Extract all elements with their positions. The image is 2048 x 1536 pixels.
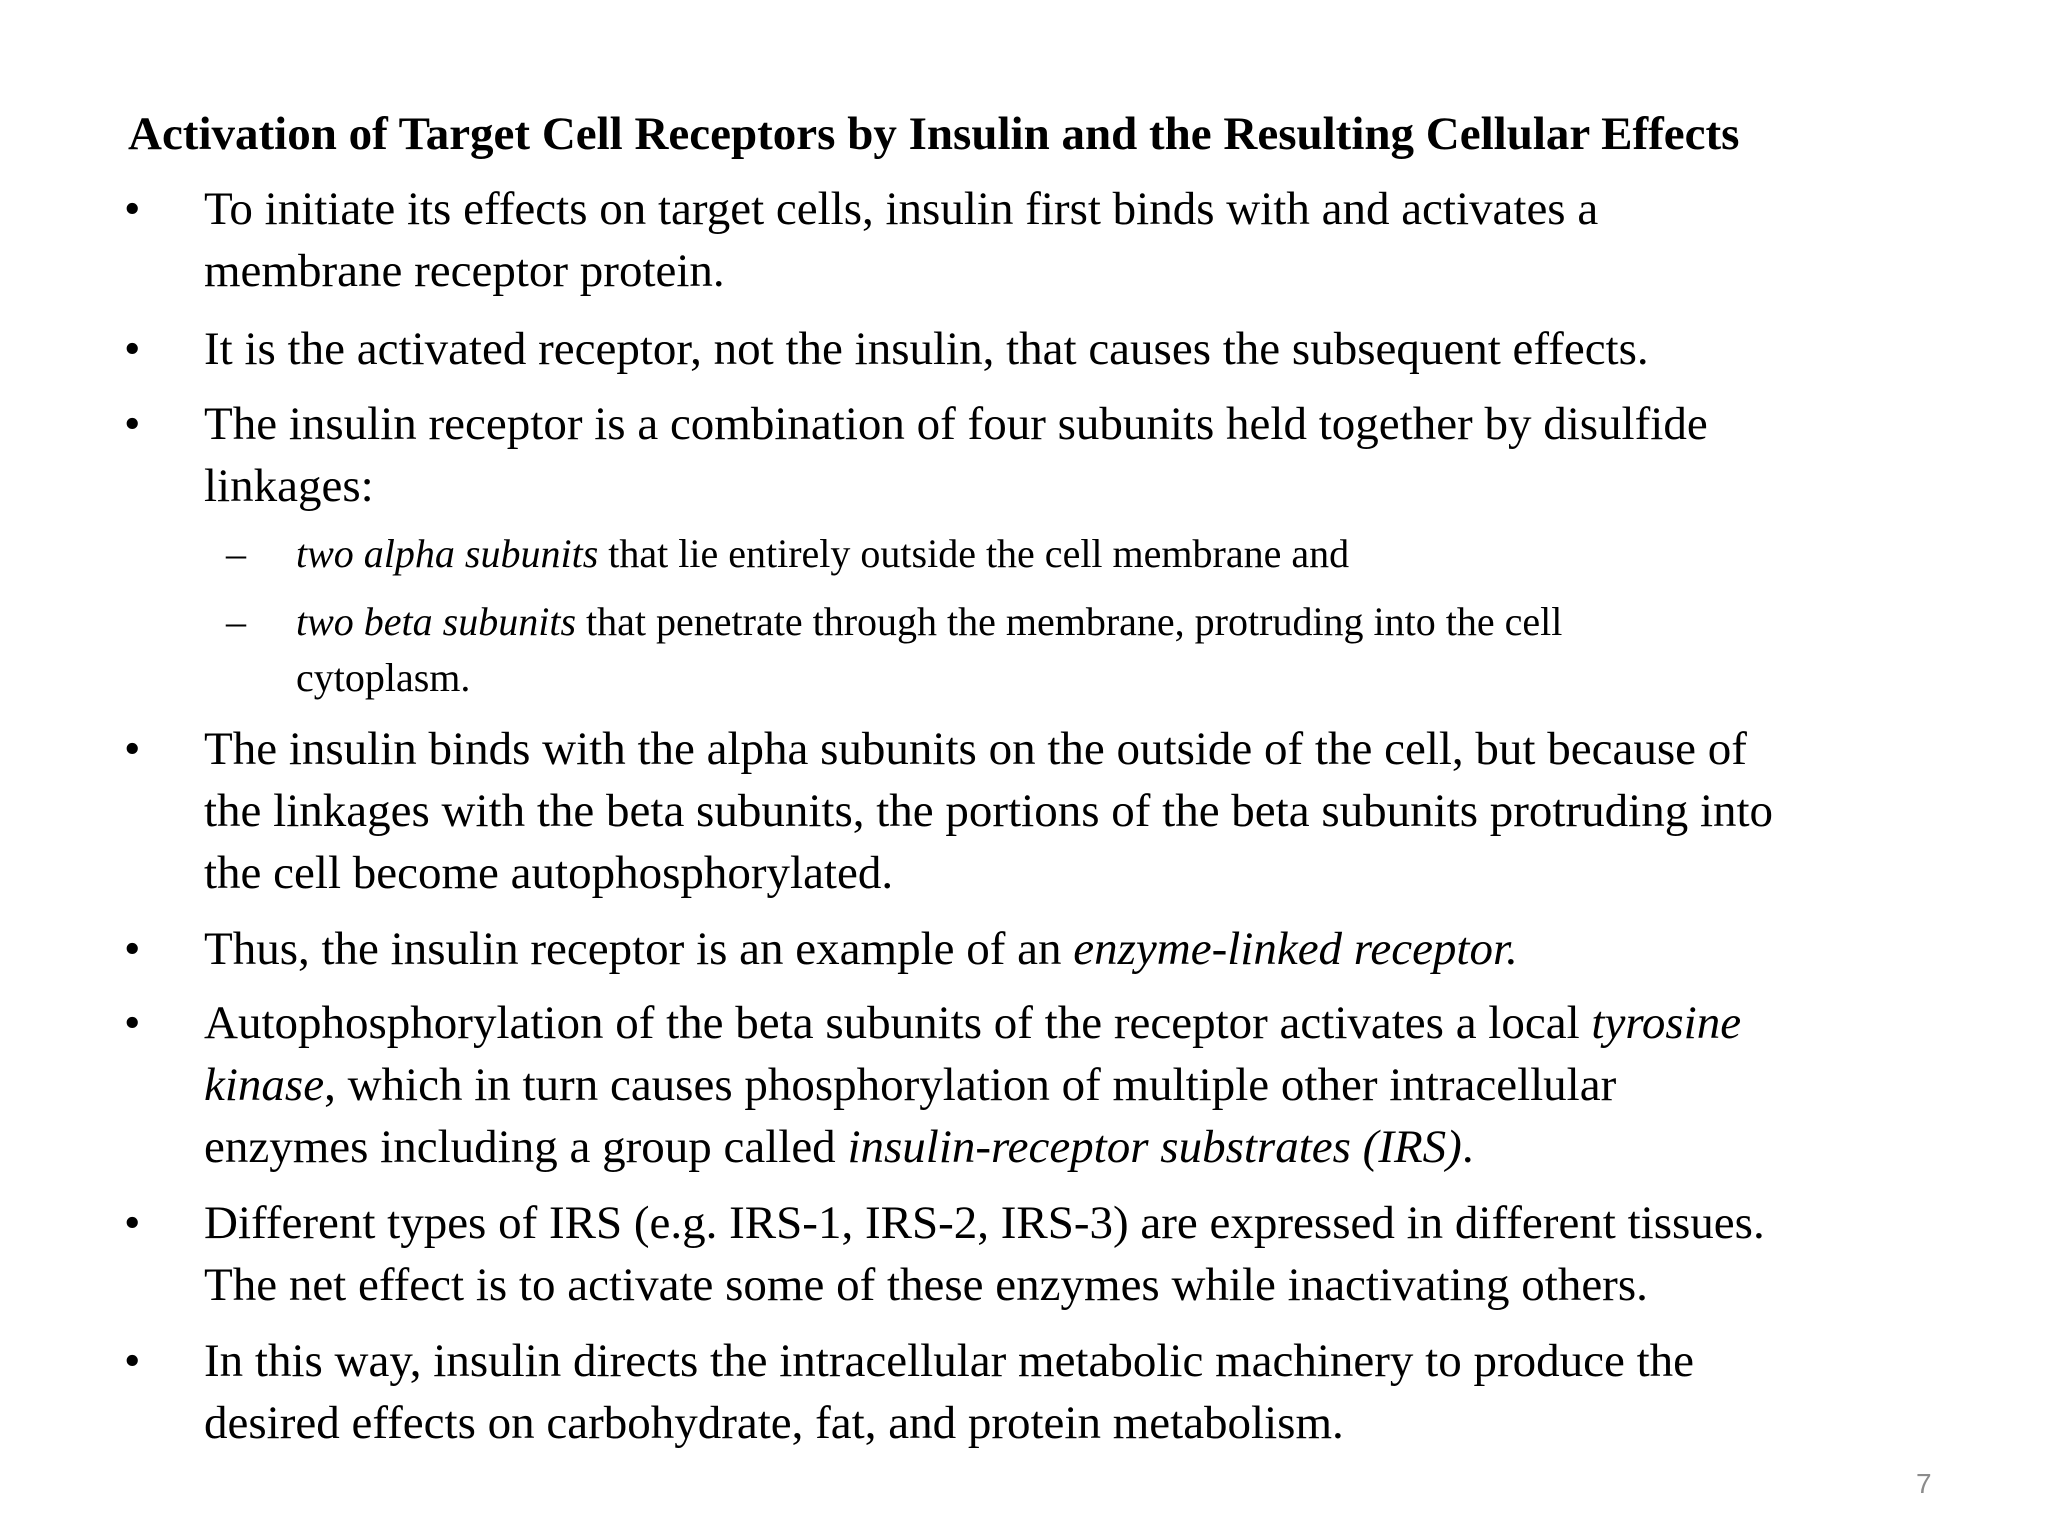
bullet-dot: • <box>124 923 141 975</box>
sub-bullet-dash: – <box>226 599 246 644</box>
bullet-text: The insulin receptor is a combination of four subunits held together by disulfide <box>204 398 1708 450</box>
bullet-text: membrane receptor protein. <box>204 245 725 297</box>
bullet-text: the linkages with the beta subunits, the portions of the beta subunits protruding into <box>204 785 1774 837</box>
bullet-item <box>124 1192 1964 1316</box>
bullet-text: enzymes including a group called <box>204 1121 848 1173</box>
bullet-item <box>124 1330 1964 1454</box>
bullet-text: the cell become autophosphorylated. <box>204 847 894 899</box>
sub-bullet-italic: two beta subunits <box>296 599 577 644</box>
sub-bullet-dash: – <box>226 531 246 576</box>
bullet-text: The net effect is to activate some of these enzymes while inactivating others. <box>204 1259 1648 1311</box>
bullet-dot: • <box>124 183 141 235</box>
bullet-item <box>124 318 1964 380</box>
bullet-text: In this way, insulin directs the intracellular metabolic machinery to produce the <box>204 1335 1695 1387</box>
bullet-item <box>124 393 1964 517</box>
bullet-italic: tyrosine <box>1591 997 1742 1049</box>
bullet-dot: • <box>124 323 141 375</box>
bullet-item <box>124 918 1964 980</box>
bullet-line <box>204 1116 1964 1178</box>
bullet-text: Autophosphorylation of the beta subunits of the receptor activates a local <box>204 997 1592 1049</box>
bullet-item <box>124 718 1964 904</box>
sub-bullet-item <box>226 526 1856 582</box>
bullet-text: It is the activated receptor, not the insulin, that causes the subsequent effects. <box>204 323 1649 375</box>
bullet-line <box>204 918 1964 980</box>
bullet-dot: • <box>124 1335 141 1387</box>
bullet-text: Different types of IRS (e.g. IRS-1, IRS-2, IRS-3) are expressed in different tissues. <box>204 1197 1765 1249</box>
bullet-text: To initiate its effects on target cells, insulin first binds with and activates a <box>204 183 1599 235</box>
sub-bullet-text: cytoplasm. <box>296 655 471 700</box>
bullet-text: The insulin binds with the alpha subunits on the outside of the cell, but because of <box>204 723 1747 775</box>
bullet-dot: • <box>124 723 141 775</box>
slide-title: Activation of Target Cell Receptors by Insulin and the Resulting Cellular Effects <box>128 108 1740 160</box>
bullet-text: , which in turn causes phosphorylation of multiple other intracellular <box>324 1059 1617 1111</box>
bullet-item <box>124 178 1964 302</box>
sub-bullet-italic: two alpha subunits <box>296 531 599 576</box>
bullet-item <box>124 992 1964 1178</box>
bullet-text: desired effects on carbohydrate, fat, and protein metabolism. <box>204 1397 1344 1449</box>
sub-bullet-item <box>226 594 1856 706</box>
bullet-text: linkages: <box>204 460 374 512</box>
sub-bullet-text: that lie entirely outside the cell membrane and <box>598 531 1350 576</box>
bullet-text: . <box>1461 1121 1474 1173</box>
bullet-line <box>204 992 1964 1054</box>
bullet-italic: kinase <box>204 1059 325 1111</box>
bullet-line <box>204 1054 1964 1116</box>
bullet-italic: enzyme-linked receptor. <box>1073 923 1518 975</box>
bullet-text: Thus, the insulin receptor is an example of an <box>204 923 1074 975</box>
bullet-dot: • <box>124 997 141 1049</box>
bullet-italic: insulin-receptor substrates (IRS) <box>847 1121 1462 1173</box>
bullet-dot: • <box>124 1197 141 1249</box>
sub-bullet-line <box>296 526 1856 582</box>
sub-bullet-line <box>296 594 1856 650</box>
page-number: 7 <box>1916 1468 1932 1499</box>
bullet-dot: • <box>124 398 141 450</box>
sub-bullet-text: that penetrate through the membrane, protruding into the cell <box>576 599 1563 644</box>
